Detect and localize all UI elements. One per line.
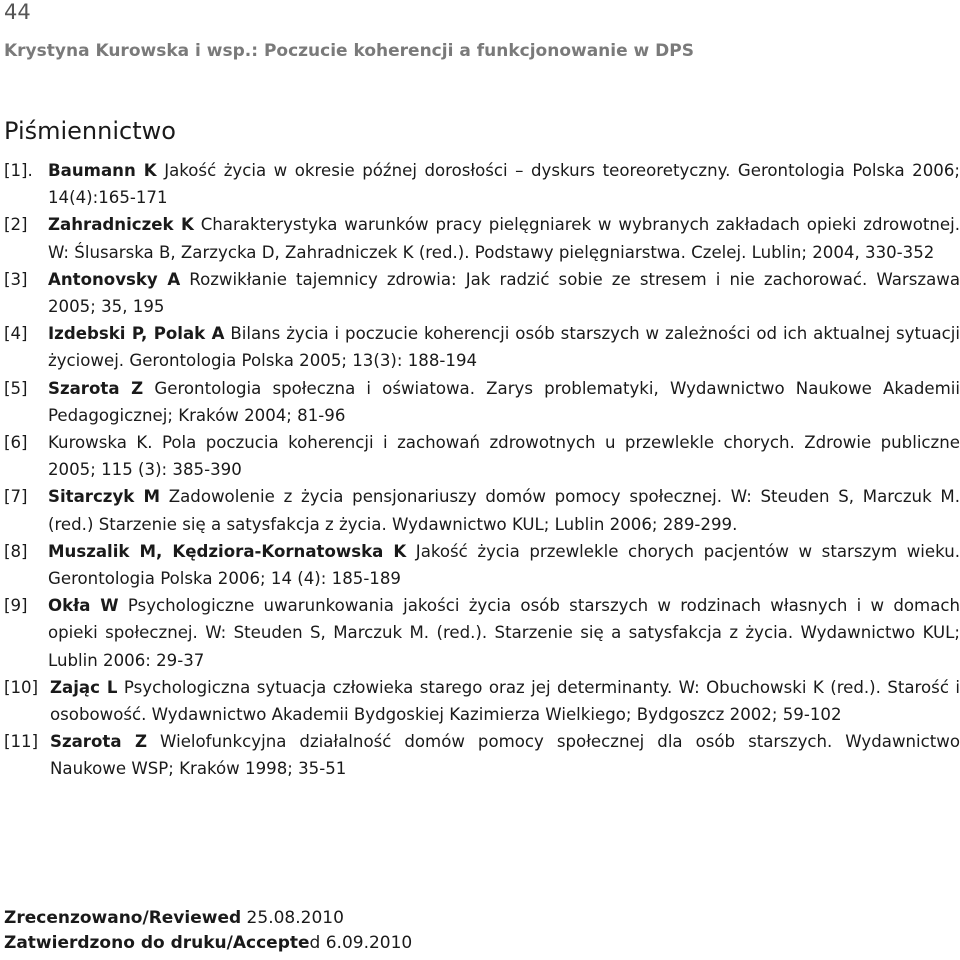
reference-number: [9]	[4, 596, 28, 616]
reference-item	[4, 320, 960, 374]
reviewed-label: Zrecenzowano/Reviewed	[4, 908, 242, 928]
reference-body: Kurowska K. Pola poczucia koherencji i zachowań zdrowotnych u przewlekle chorych. Zdrowie publiczne 2005; 115 (3): 385-390	[48, 433, 960, 480]
reference-text	[48, 538, 960, 592]
section-title: Piśmiennictwo	[4, 117, 176, 145]
reference-authors: Okła W	[48, 596, 119, 616]
reference-text	[48, 211, 960, 265]
reference-text	[48, 375, 960, 429]
reference-item	[4, 592, 960, 674]
reference-item	[4, 429, 960, 483]
reference-text	[48, 266, 960, 320]
reference-authors: Sitarczyk M	[48, 487, 161, 507]
accepted-label: Zatwierdzono do druku/Accepte	[4, 933, 310, 953]
reference-body: Psychologiczne uwarunkowania jakości życia osób starszych w rodzinach własnych i w domach opieki społecznej. W: Steuden S, Marczuk M. (red.). Starzenie się a satysfakcja z życia. Wydawnictwo KUL; Lublin 2006: 29-37	[48, 596, 960, 670]
reference-number: [6]	[4, 433, 28, 453]
reference-body: Charakterystyka warunków pracy pielęgniarek w wybranych zakładach opieki zdrowotnej. W: Ślusarska B, Zarzycka D, Zahradniczek K (red.). Podstawy pielęgniarstwa. Czelej. Lublin; 2004, 330-352	[48, 215, 960, 262]
reference-number: [10]	[4, 677, 39, 697]
reference-number: [5]	[4, 378, 28, 398]
reference-authors: Antonovsky A	[48, 269, 181, 289]
reference-number: [2]	[4, 215, 28, 235]
header-title: Poczucie koherencji a funkcjonowanie w DPS	[263, 41, 694, 61]
reference-number: [4]	[4, 324, 28, 344]
reference-text	[50, 674, 960, 728]
reference-body: Zadowolenie z życia pensjonariuszy domów pomocy społecznej. W: Steuden S, Marczuk M.(red.) Starzenie się a satysfakcja z życia. Wydawnictwo KUL; Lublin 2006; 289-299.	[48, 487, 960, 534]
reference-body: Jakość życia w okresie późnej dorosłości – dyskurs teoreoretyczny. Gerontologia Polska 2006; 14(4):165-171	[48, 161, 960, 208]
reference-authors: Baumann K	[48, 161, 157, 180]
reference-item	[4, 211, 960, 265]
reference-text	[48, 320, 960, 374]
header-authors: Krystyna Kurowska i wsp.:	[4, 41, 259, 61]
reference-item	[4, 157, 960, 211]
reference-text	[48, 157, 960, 211]
accepted-line	[4, 931, 412, 956]
reference-body: Jakość życia przewlekle chorych pacjentów w starszym wieku. Gerontologia Polska 2006; 14 (4): 185-189	[48, 541, 960, 589]
reference-number: [3]	[4, 269, 28, 289]
reference-authors: Zając L	[50, 677, 118, 697]
reference-item	[4, 728, 960, 782]
reference-item	[4, 375, 960, 429]
reference-number: [1].	[4, 161, 33, 180]
page-number: 44	[4, 0, 31, 24]
reference-authors: Izdebski P, Polak A	[48, 324, 225, 344]
reference-authors: Zahradniczek K	[48, 215, 194, 235]
reference-list	[4, 157, 960, 783]
reference-body: Wielofunkcyjna działalność domów pomocy społecznej dla osób starszych. Wydawnictwo Naukowe WSP; Kraków 1998; 35-51	[50, 732, 960, 779]
accepted-date: d 6.09.2010	[309, 933, 413, 953]
running-header	[4, 41, 694, 61]
reviewed-line	[4, 906, 412, 931]
footer	[4, 906, 412, 956]
reference-body: Rozwikłanie tajemnicy zdrowia: Jak radzić sobie ze stresem i nie zachorować. Warszawa 2005; 35, 195	[48, 269, 960, 317]
reference-text	[48, 592, 960, 674]
reference-body: Gerontologia społeczna i oświatowa. Zarys problematyki, Wydawnictwo Naukowe Akademii Pedagogicznej; Kraków 2004; 81-96	[48, 378, 960, 425]
reference-item	[4, 538, 960, 592]
reference-authors: Szarota Z	[48, 378, 144, 398]
reference-authors: Szarota Z	[50, 732, 148, 752]
reference-body: Bilans życia i poczucie koherencji osób starszych w zależności od ich aktualnej sytuacji życiowej. Gerontologia Polska 2005; 13(3): 188-194	[48, 324, 960, 371]
reference-number: [8]	[4, 541, 28, 561]
reference-authors: Muszalik M, Kędziora-Kornatowska K	[48, 541, 407, 561]
reference-number: [7]	[4, 487, 28, 507]
reference-item	[4, 483, 960, 537]
reviewed-date: 25.08.2010	[241, 908, 344, 928]
reference-item	[4, 674, 960, 728]
reference-text	[50, 728, 960, 782]
reference-item	[4, 266, 960, 320]
reference-text	[48, 483, 960, 537]
reference-text	[48, 429, 960, 483]
reference-body: Psychologiczna sytuacja człowieka starego oraz jej determinanty. W: Obuchowski K (red.). Starość i osobowość. Wydawnictwo Akademii Bydgoskiej Kazimierza Wielkiego; Bydgoszcz 2002; 59-102	[50, 677, 960, 725]
reference-number: [11]	[4, 732, 39, 752]
